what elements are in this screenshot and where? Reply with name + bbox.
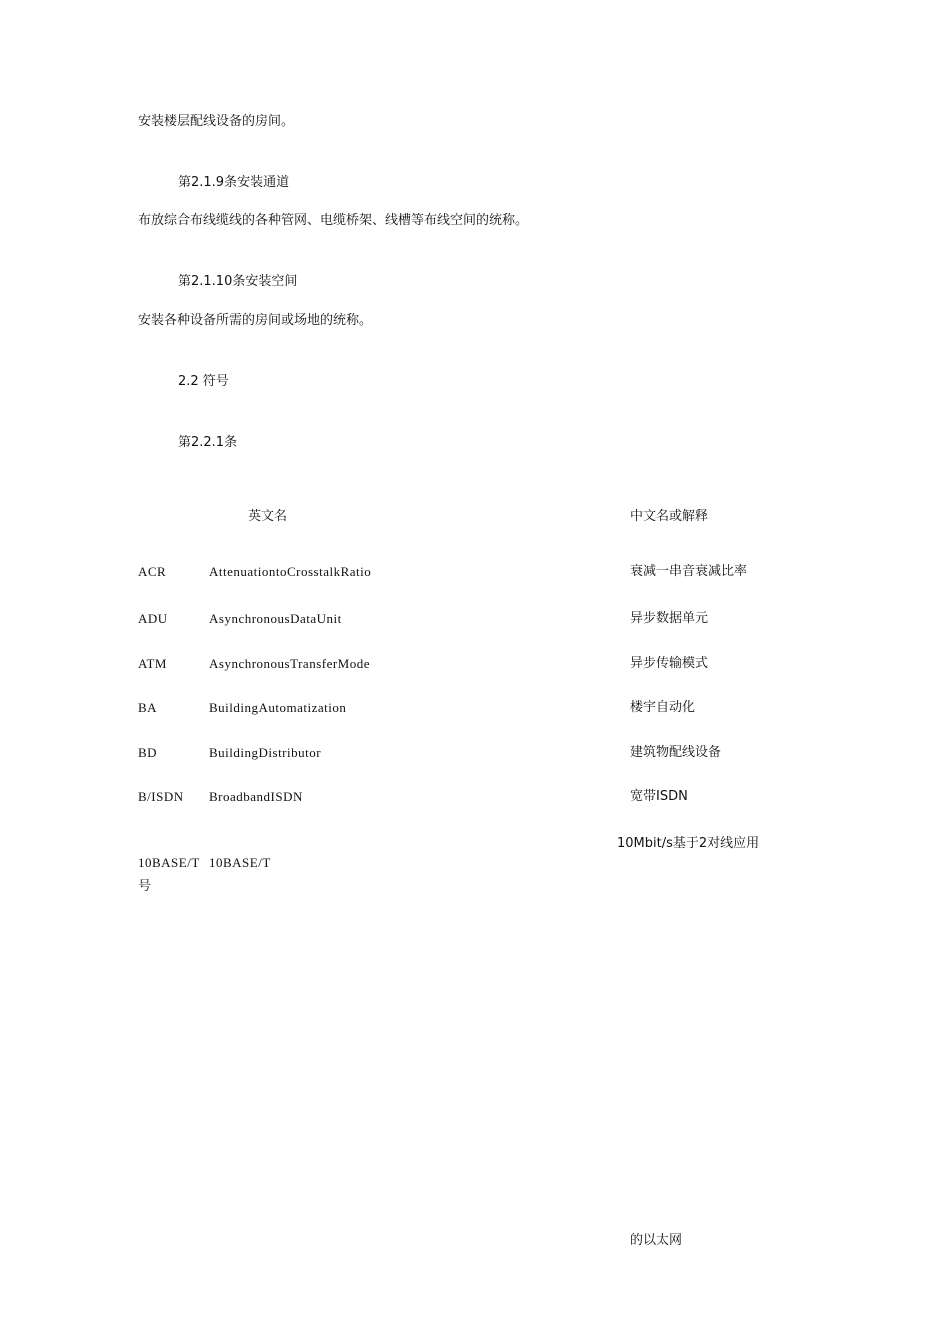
clause-heading: 第2.2.1条 bbox=[178, 435, 238, 450]
english-name: BuildingDistributor bbox=[209, 745, 322, 760]
clause-heading: 第2.1.9条安装通道 bbox=[178, 175, 290, 190]
paragraph-text: 安装楼层配线设备的房间。 bbox=[138, 114, 295, 129]
english-name: 10BASE/T bbox=[209, 855, 271, 870]
english-name: BuildingAutomatization bbox=[209, 700, 347, 715]
table-header-english: 英文名 bbox=[248, 509, 288, 524]
table-header-chinese: 中文名或解释 bbox=[630, 509, 709, 524]
chinese-name-continuation: 的以太网 bbox=[630, 1233, 683, 1248]
chinese-name: 异步数据单元 bbox=[630, 611, 709, 626]
abbreviation: B/ISDN bbox=[138, 789, 184, 804]
english-name: AsynchronousDataUnit bbox=[209, 611, 342, 626]
abbreviation: ACR bbox=[138, 564, 167, 579]
abbreviation-continuation: 号 bbox=[138, 879, 152, 894]
abbreviation: BA bbox=[138, 700, 158, 715]
abbreviation: 10BASE/T bbox=[138, 855, 200, 870]
clause-heading: 第2.1.10条安装空间 bbox=[178, 274, 298, 289]
abbreviation: BD bbox=[138, 745, 158, 760]
paragraph-text: 安装各种设备所需的房间或场地的统称。 bbox=[138, 313, 373, 328]
abbreviation: ADU bbox=[138, 611, 168, 626]
english-name: AsynchronousTransferMode bbox=[209, 656, 371, 671]
chinese-name: 建筑物配线设备 bbox=[630, 745, 722, 760]
abbreviation: ATM bbox=[138, 656, 167, 671]
english-name: BroadbandISDN bbox=[209, 789, 303, 804]
chinese-name: 衰减一串音衰减比率 bbox=[630, 564, 748, 579]
chinese-name: 10Mbit/s基于2对线应用 bbox=[617, 836, 760, 851]
chinese-name: 宽带ISDN bbox=[630, 789, 688, 804]
section-heading: 2.2 符号 bbox=[178, 374, 229, 389]
chinese-name: 异步传输模式 bbox=[630, 656, 709, 671]
english-name: AttenuationtoCrosstalkRatio bbox=[209, 564, 372, 579]
chinese-name: 楼宇自动化 bbox=[630, 700, 696, 715]
paragraph-text: 布放综合布线缆线的各种管网、电缆桥架、线槽等布线空间的统称。 bbox=[138, 213, 529, 228]
